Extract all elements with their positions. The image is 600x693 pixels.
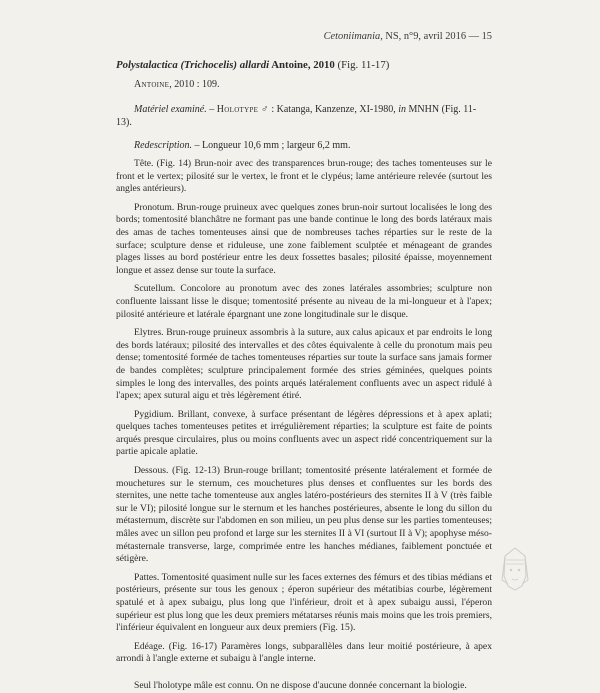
material-in: in: [398, 104, 407, 115]
issue-info: , NS, n°9, avril 2016 — 15: [380, 31, 492, 42]
material-dash: –: [206, 104, 217, 115]
paragraph-pattes: Pattes. Tomentosité quasiment nulle sur les faces externes des fémurs et des tibias médians et postérieurs, présente sur tous les genoux ; éperon supérieur des métatibias courbe, légèrement spatulé et à apex subaigu, plus long que l'inférieur, droit et à apex subaigu aussi, l'éperon supérieur est plus long que les deux premiers métatarses réunis mais moins que les trois premiers, l'inférieur équivalent en longueur aux deux premiers (Fig. 15).: [116, 571, 492, 634]
paragraph-pygidium: Pygidium. Brillant, convexe, à surface présentant de légères dépressions et à apex aplati; quelques taches tomenteuses petites et irrégulièrement réparties; la sculpture est faite de points arqués presque circulaires, plus ou moins confluents avec un aspect ridé concentriquement sur la partie apicale aplatie.: [116, 408, 492, 458]
paragraph-tete: Tête. (Fig. 14) Brun-noir avec des transparences brun-rouge; des taches tomenteuses sur le front et le vertex; pilosité sur le vertex, le front et le clypéus; lame antérieure relevée (surtout les angles antérieurs).: [116, 158, 492, 195]
paragraph-edeage: Edéage. (Fig. 16-17) Paramères longs, subparallèles dans leur moitié postérieure, à apex arrondi à l'angle externe et subaigu à l'angle interne.: [116, 640, 492, 665]
material-text2: MNHN (Fig. 11-13).: [116, 104, 477, 128]
species-title: [116, 58, 492, 72]
material-examined: [116, 103, 492, 129]
redescription-text: – Longueur 10,6 mm ; largeur 6,2 mm.: [192, 140, 351, 151]
bibliographic-reference: [116, 78, 492, 91]
material-text: : Katanga, Kanzenze, XI-1980,: [268, 104, 399, 115]
species-author: Antoine, 2010: [269, 59, 335, 71]
description-body: [116, 158, 492, 666]
paragraph-dessous: Dessous. (Fig. 12-13) Brun-rouge brillant; tomentosité présente latéralement et formée de mouchetures sur le sternum, ces mouchetures plus denses et confluentes sur les bords des sternites, une nette tache tomenteuse aux angles latéro-postérieurs des sternites II à V (très faible sur le VI); pilosité longue sur le sternum et les hanches postérieures, absente le long du sillon du métasternum, discrète sur l'abdomen en son milieu, un peu plus dense sur les parties tomenteuses; mâles avec un sillon peu profond et large sur les sternites II à VI (surtout II à V); apophyse méso-métasternale transverse, large, comprimée entre les hanches médianes, faiblement ponctuée et sétigère.: [116, 465, 492, 565]
running-header: [116, 30, 492, 44]
holotype-label: Holotype ♂: [216, 104, 269, 115]
redescription: [116, 139, 492, 152]
paragraph-pronotum: Pronotum. Brun-rouge pruineux avec quelques zones brun-noir surtout localisées le long des bords; tomentosité blanchâtre ne formant pas une bande continue le long des bords latéraux mais des amas de taches tomenteuses ainsi que de nombreuses taches réparties sur le reste de la surface; sculpture dense et riduleuse, une zone faiblement sculptée et ménageant de grandes plages lisses au bord postérieur entre les deux fossettes basales; pilosité épaisse, moyennement longue et assez dense sur toute la surface.: [116, 201, 492, 276]
journal-name: Cetoniimania: [323, 31, 381, 42]
species-name: Polystalactica (Trichocelis) allardi: [116, 59, 270, 71]
reference-text: , 2010 : 109.: [169, 79, 220, 90]
paragraph-elytres: Elytres. Brun-rouge pruineux assombris à la suture, aux calus apicaux et par endroits le long des bords latéraux; pilosité des intervalles et des côtes équivalente à celle du pronotum mais peu dense; tomentosité formée de taches tomenteuses réparties sur toute la surface sans jamais former de bandes complètes; sculpture principalement formée des stries géminées, quelques points simples le long des intervalles, des points arqués latéralement confluents avec un aspect ridulé à l'apex; apex sutural aigu et très légèrement étiré.: [116, 327, 492, 402]
paragraph-scutellum: Scutellum. Concolore au pronotum avec des zones latérales assombries; sculpture non confluente laissant lisse le disque; tomentosité présente au niveau de la mi-longueur et à l'apex; pilosité antérieure et latérale épargnant une zone longitudinale sur le disque.: [116, 283, 492, 320]
reference-author: Antoine: [134, 79, 170, 90]
figure-reference: (Fig. 11-17): [334, 59, 390, 71]
material-label: Matériel examiné.: [134, 104, 207, 115]
redescription-label: Redescription.: [134, 140, 193, 151]
final-note: Seul l'holotype mâle est connu. On ne dispose d'aucune donnée concernant la biologie.: [134, 679, 467, 691]
pharaoh-head-watermark-icon: [500, 546, 530, 592]
